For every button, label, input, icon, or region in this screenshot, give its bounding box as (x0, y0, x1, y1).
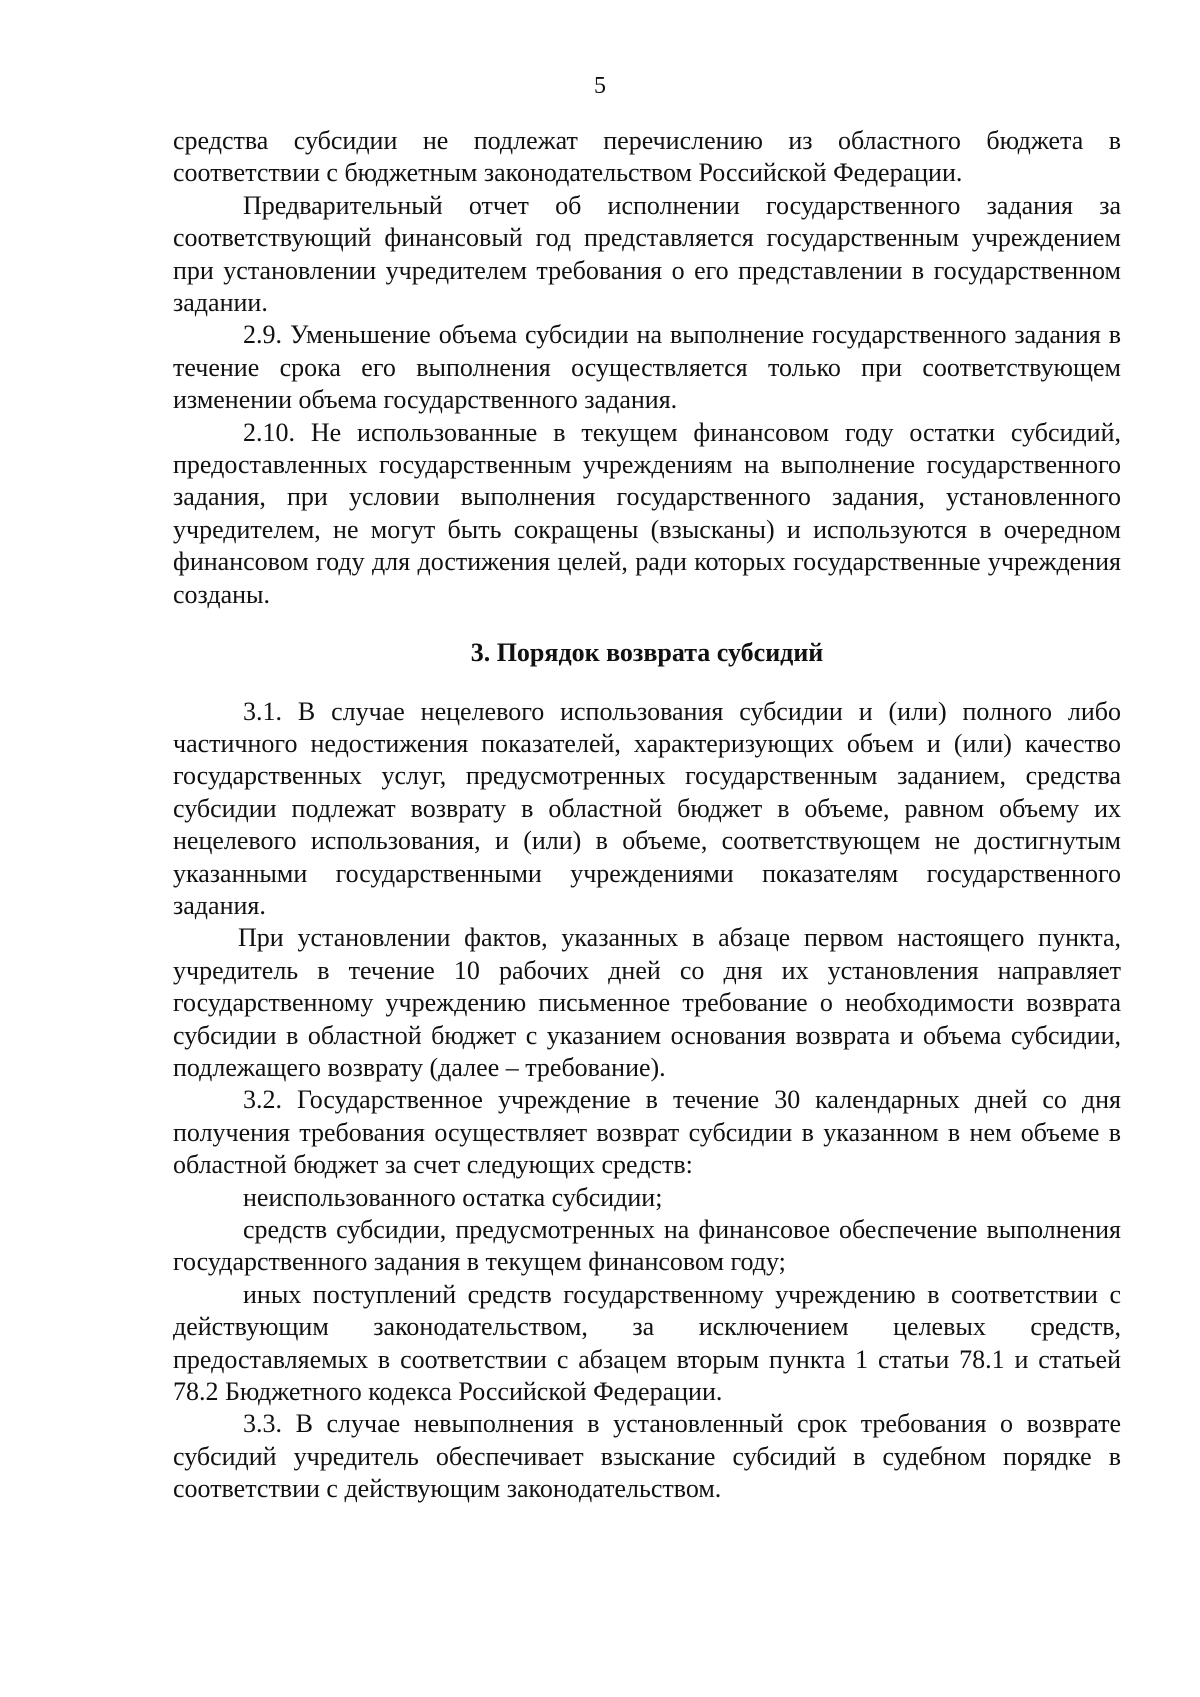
list-item-unused-balance: неиспользованного остатка субсидии; (243, 1182, 663, 1212)
paragraph-2-9: 2.9. Уменьшение объема субсидии на выполнение государственного задания в течение срока его выполнения осуществляется только при соответствующем изменении объема государственного задания. (173, 320, 1121, 415)
paragraph-2-10: 2.10. Не использованные в текущем финансовом году остатки субсидий, предоставленных государственным учреждениям на выполнение государственного задания, при условии выполнения государственного задания, установленного учредителем, не могут быть сокращены (взысканы) и используются в очередном финансовом году для достижения целей, ради которых государственные учреждения созданы. (173, 417, 1121, 609)
section-heading: 3. Порядок возврата субсидий (470, 638, 824, 668)
list-item-subsidy-funds: средств субсидии, предусмотренных на финансовое обеспечение выполнения государственного задания в текущем финансовом году; (173, 1215, 1121, 1277)
list-item-other-receipts: иных поступлений средств государственному учреждению в соответствии с действующим законодательством, за исключением целевых средств, предоставляемых в соответствии с абзацем вторым пункта 1 статьи 78.1 и статьей 78.2 Бюджетного кодекса Российской Федерации. (173, 1279, 1121, 1407)
paragraph-requirement: При установлении фактов, указанных в абзаце первом настоящего пункта, учредитель в течение 10 рабочих дней со дня их установления направляет государственному учреждению письменное требование о необходимости возврата субсидии в областной бюджет с указанием основания возврата и объема субсидии, подлежащего возврату (далее – требование). (173, 923, 1121, 1082)
document-body (173, 125, 1121, 1506)
paragraph-preliminary-report: Предварительный отчет об исполнении государственного задания за соответствующий финансовый год представляется государственным учреждением при установлении учредителем требования о его представлении в государственном задании. (173, 190, 1121, 318)
paragraph-3-3: 3.3. В случае невыполнения в установленный срок требования о возврате субсидий учредитель обеспечивает взыскание субсидий в судебном порядке в соответствии с действующим законодательством. (173, 1409, 1121, 1504)
page-number: 5 (594, 73, 606, 99)
paragraph-funds-not-transferred: средства субсидии не подлежат перечислению из областного бюджета в соответствии с бюджетным законодательством Российской Федерации. (173, 126, 1121, 188)
paragraph-3-2: 3.2. Государственное учреждение в течение 30 календарных дней со дня получения требования осуществляет возврат субсидии в указанном в нем объеме в областной бюджет за счет следующих средств: (173, 1085, 1121, 1180)
paragraph-3-1: 3.1. В случае нецелевого использования субсидии и (или) полного либо частичного недостижения показателей, характеризующих объем и (или) качество государственных услуг, предусмотренных государственным заданием, средства субсидии подлежат возврату в областной бюджет в объеме, равном объему их нецелевого использования, и (или) в объеме, соответствующем не достигнутым указанными государственными учреждениями показателям государственного задания. (173, 696, 1121, 920)
